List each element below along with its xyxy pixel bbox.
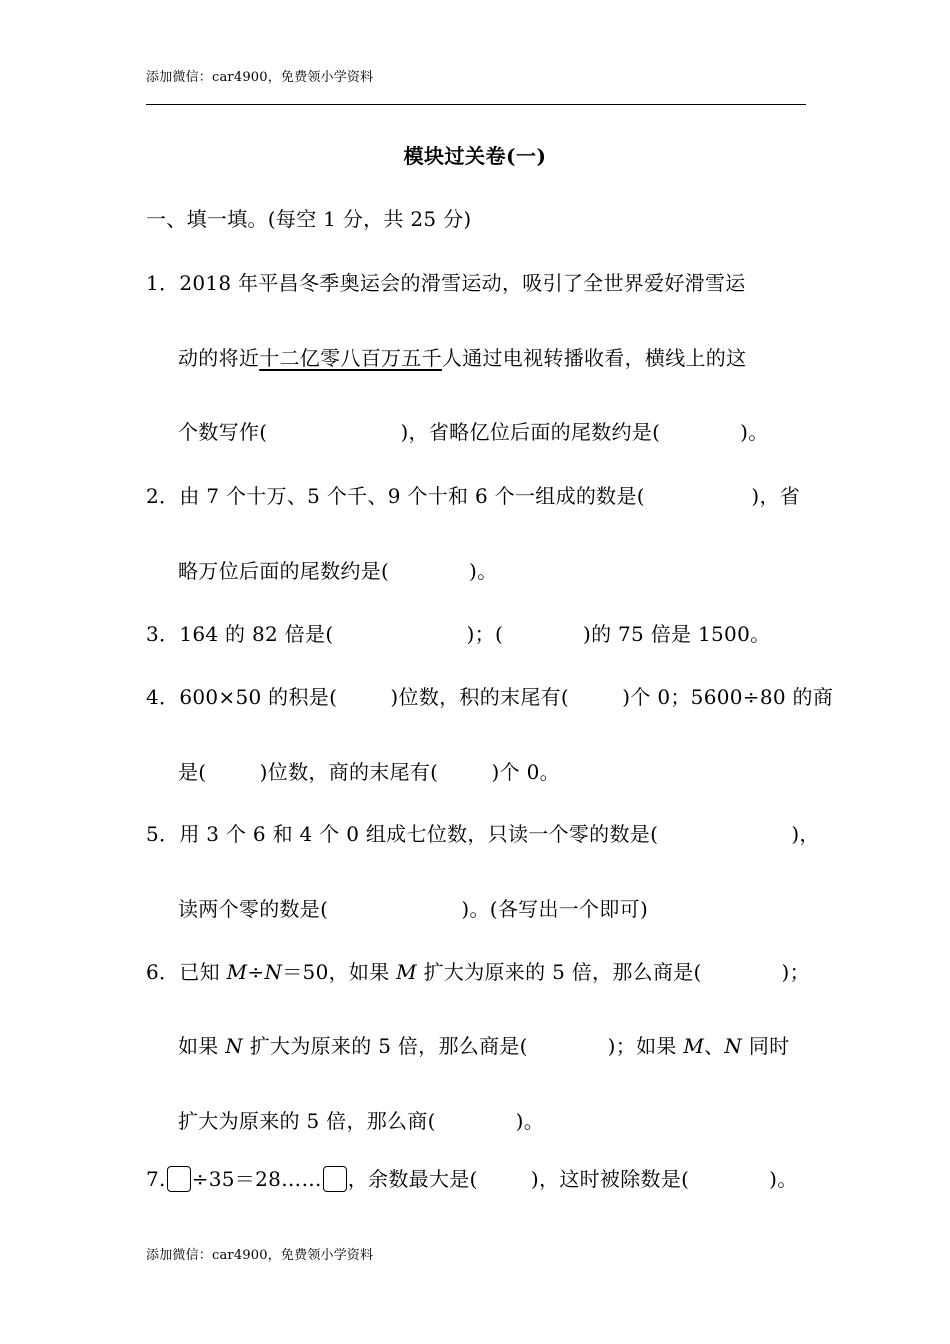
- q1-line-2: [178, 342, 746, 371]
- q6-text-f: 同时: [742, 1034, 790, 1058]
- q4-line-1: 4．600×50 的积是( )位数，积的末尾有( )个 0；5600÷80 的商: [146, 685, 834, 709]
- footer-watermark: 添加微信：car4900，免费领小学资料: [146, 1248, 374, 1263]
- q1-line-1: 1．2018 年平昌冬季奥运会的滑雪运动，吸引了全世界爱好滑雪运: [146, 271, 746, 295]
- q6-var-n-2: N: [225, 1034, 244, 1058]
- q1-underlined-number: 十二亿零八百万五千: [259, 346, 442, 370]
- page-title: 模块过关卷(一): [403, 144, 547, 168]
- q7-text-a: ÷35＝28……: [191, 1167, 322, 1191]
- dividend-blank-box: [167, 1166, 191, 1192]
- q7-text-b: ，余数最大是( )，这时被除数是( )。: [347, 1167, 798, 1191]
- header-watermark: 添加微信：car4900，免费领小学资料: [146, 70, 374, 85]
- remainder-blank-box: [323, 1166, 347, 1192]
- q6-text-b: ＝50，如果: [282, 960, 397, 984]
- q3-line-1: 3．164 的 82 倍是( )；( )的 75 倍是 1500。: [146, 622, 771, 646]
- q6-divide: ÷: [247, 960, 265, 984]
- q6-sep: 、: [704, 1034, 725, 1058]
- q1-text-a: 动的将近: [178, 346, 260, 370]
- q6-line-2: [178, 1030, 790, 1059]
- q4-line-2: 是( )位数，商的末尾有( )个 0。: [178, 760, 560, 784]
- q6-text-c: 扩大为原来的 5 倍，那么商是( )；: [416, 960, 810, 984]
- q6-line-1: [146, 956, 810, 985]
- q2-line-2: 略万位后面的尾数约是( )。: [178, 559, 498, 583]
- q6-var-m: M: [226, 960, 248, 984]
- q7-line-1: [146, 1163, 798, 1192]
- q6-text-e: 扩大为原来的 5 倍，那么商是( )；如果: [243, 1034, 684, 1058]
- q6-var-m-3: M: [683, 1034, 705, 1058]
- q1-text-b: 人通过电视转播收看，横线上的这: [441, 346, 747, 370]
- q5-line-1: 5．用 3 个 6 和 4 个 0 组成七位数，只读一个零的数是( )，: [146, 822, 820, 846]
- section-heading: 一、填一填。(每空 1 分，共 25 分): [146, 207, 472, 231]
- q7-number: 7.: [146, 1167, 166, 1191]
- q6-var-m-2: M: [396, 960, 417, 984]
- header-divider: [146, 104, 806, 105]
- q6-text-d: 如果: [178, 1034, 226, 1058]
- q6-var-n: N: [264, 960, 283, 984]
- q6-line-3: 扩大为原来的 5 倍，那么商( )。: [178, 1109, 545, 1133]
- q2-line-1: 2．由 7 个十万、5 个千、9 个十和 6 个一组成的数是( )，省: [146, 484, 801, 508]
- q6-text-a: 6．已知: [146, 960, 227, 984]
- q5-line-2: 读两个零的数是( )。(各写出一个即可): [178, 897, 649, 921]
- q6-var-n-3: N: [724, 1034, 743, 1058]
- q1-line-3: 个数写作( )，省略亿位后面的尾数约是( )。: [178, 420, 769, 444]
